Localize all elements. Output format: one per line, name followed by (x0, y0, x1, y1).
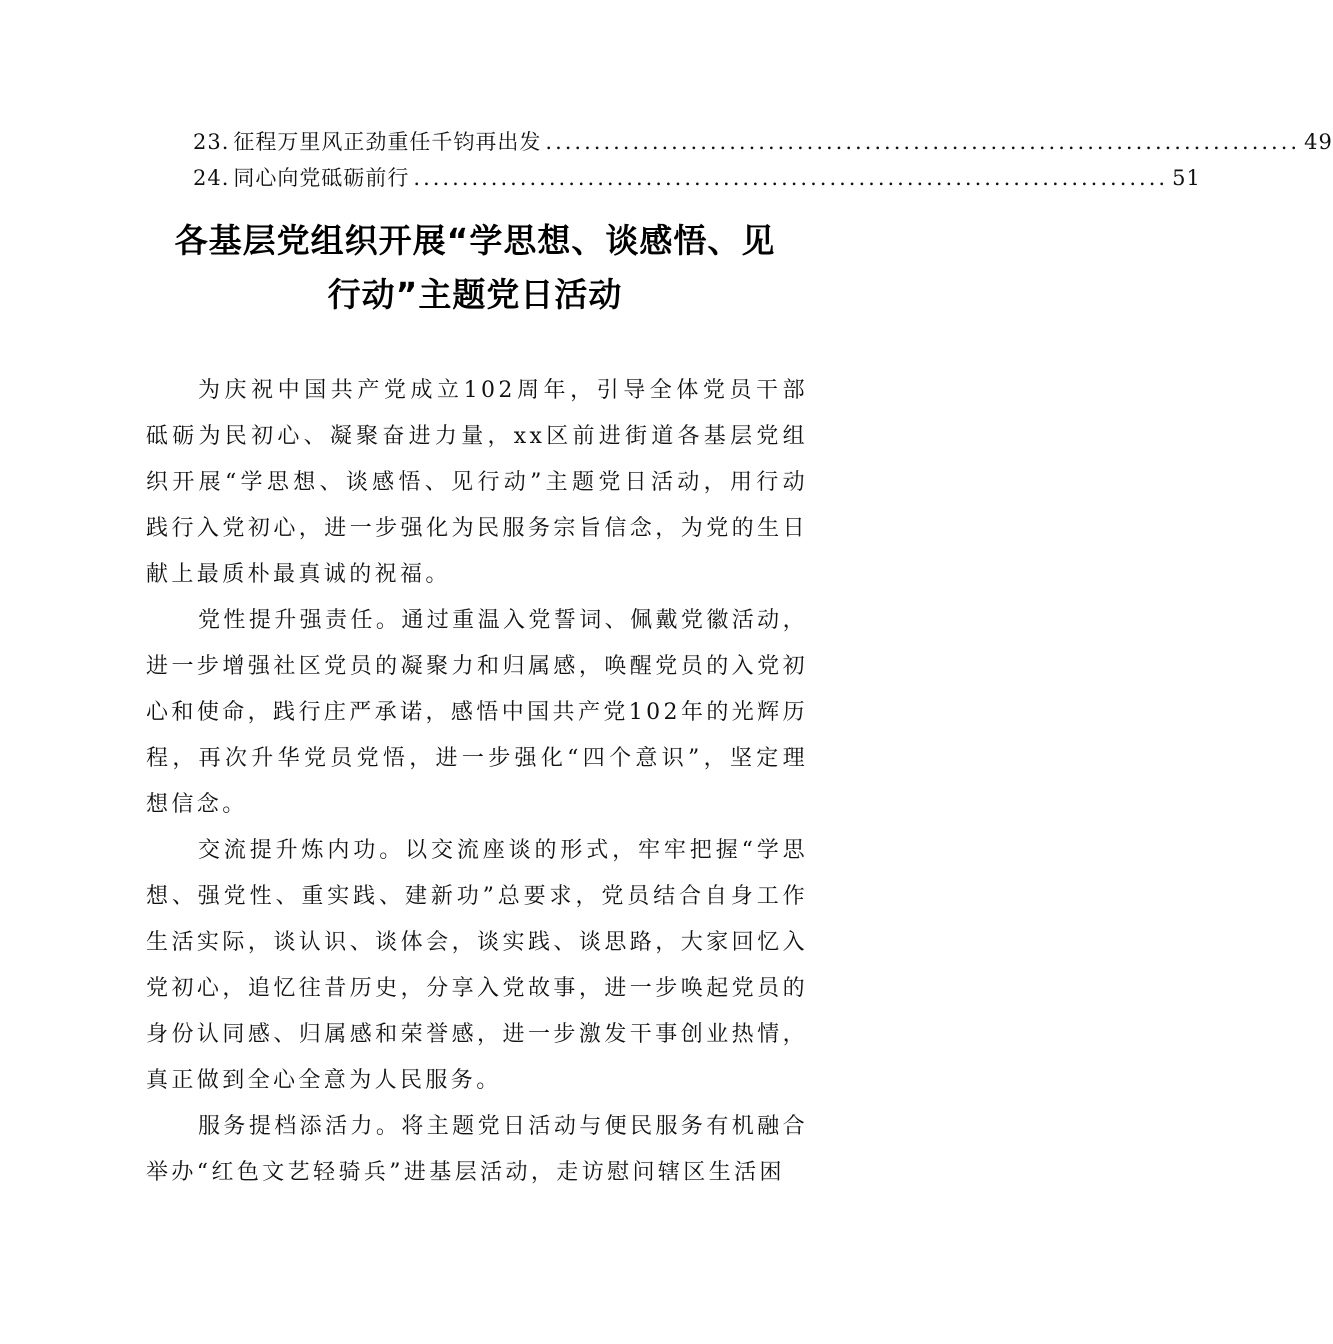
paragraph-party-spirit: 党性提升强责任。通过重温入党誓词、佩戴党徽活动，进一步增强社区党员的凝聚力和归属感，唤醒党员的入党初心和使命，践行庄严承诺，感悟中国共产党102年的光辉历程，再次升华党员党悟，进一步强化“四个意识”，坚定理想信念。 (146, 608, 808, 817)
article-title-line-1: 各基层党组织开展“学思想、谈感悟、见 (174, 221, 776, 260)
article-title-line-2: 行动”主题党日活动 (327, 275, 623, 314)
toc-entry-number: 24. (193, 166, 230, 190)
toc-leader-dots: .............................................................................. (413, 166, 1169, 190)
toc-entry-number: 23. (193, 130, 230, 154)
paragraph-intro: 为庆祝中国共产党成立102周年，引导全体党员干部砥砺为民初心、凝聚奋进力量，xx区前进街道各基层党组织开展“学思想、谈感悟、见行动”主题党日活动，用行动践行入党初心，进一步强化为民服务宗旨信念，为党的生日献上最质朴最真诚的祝福。 (146, 378, 808, 587)
toc-entry-23[interactable] (193, 124, 1333, 160)
toc-entry-page: 51 (1172, 166, 1201, 190)
paragraph-service: 服务提档添活力。将主题党日活动与便民服务有机融合举办“红色文艺轻骑兵”进基层活动，走访慰问辖区生活困 (146, 1114, 808, 1185)
paragraph-exchange: 交流提升炼内功。以交流座谈的形式，牢牢把握“学思想、强党性、重实践、建新功”总要求，党员结合自身工作生活实际，谈认识、谈体会，谈实践、谈思路，大家回忆入党初心，追忆往昔历史，分享入党故事，进一步唤起党员的身份认同感、归属感和荣誉感，进一步激发干事创业热情，真正做到全心全意为人民服务。 (146, 838, 808, 1093)
article-title (120, 214, 830, 322)
table-of-contents (193, 124, 1333, 196)
toc-entry-title: 征程万里风正劲重任千钧再出发 (233, 130, 542, 154)
toc-leader-dots: .............................................................................. (545, 130, 1301, 154)
toc-entry-24[interactable] (193, 160, 1201, 196)
toc-entry-title: 同心向党砥砺前行 (233, 166, 410, 190)
toc-entry-page: 49 (1304, 130, 1333, 154)
article-body (146, 368, 808, 1196)
